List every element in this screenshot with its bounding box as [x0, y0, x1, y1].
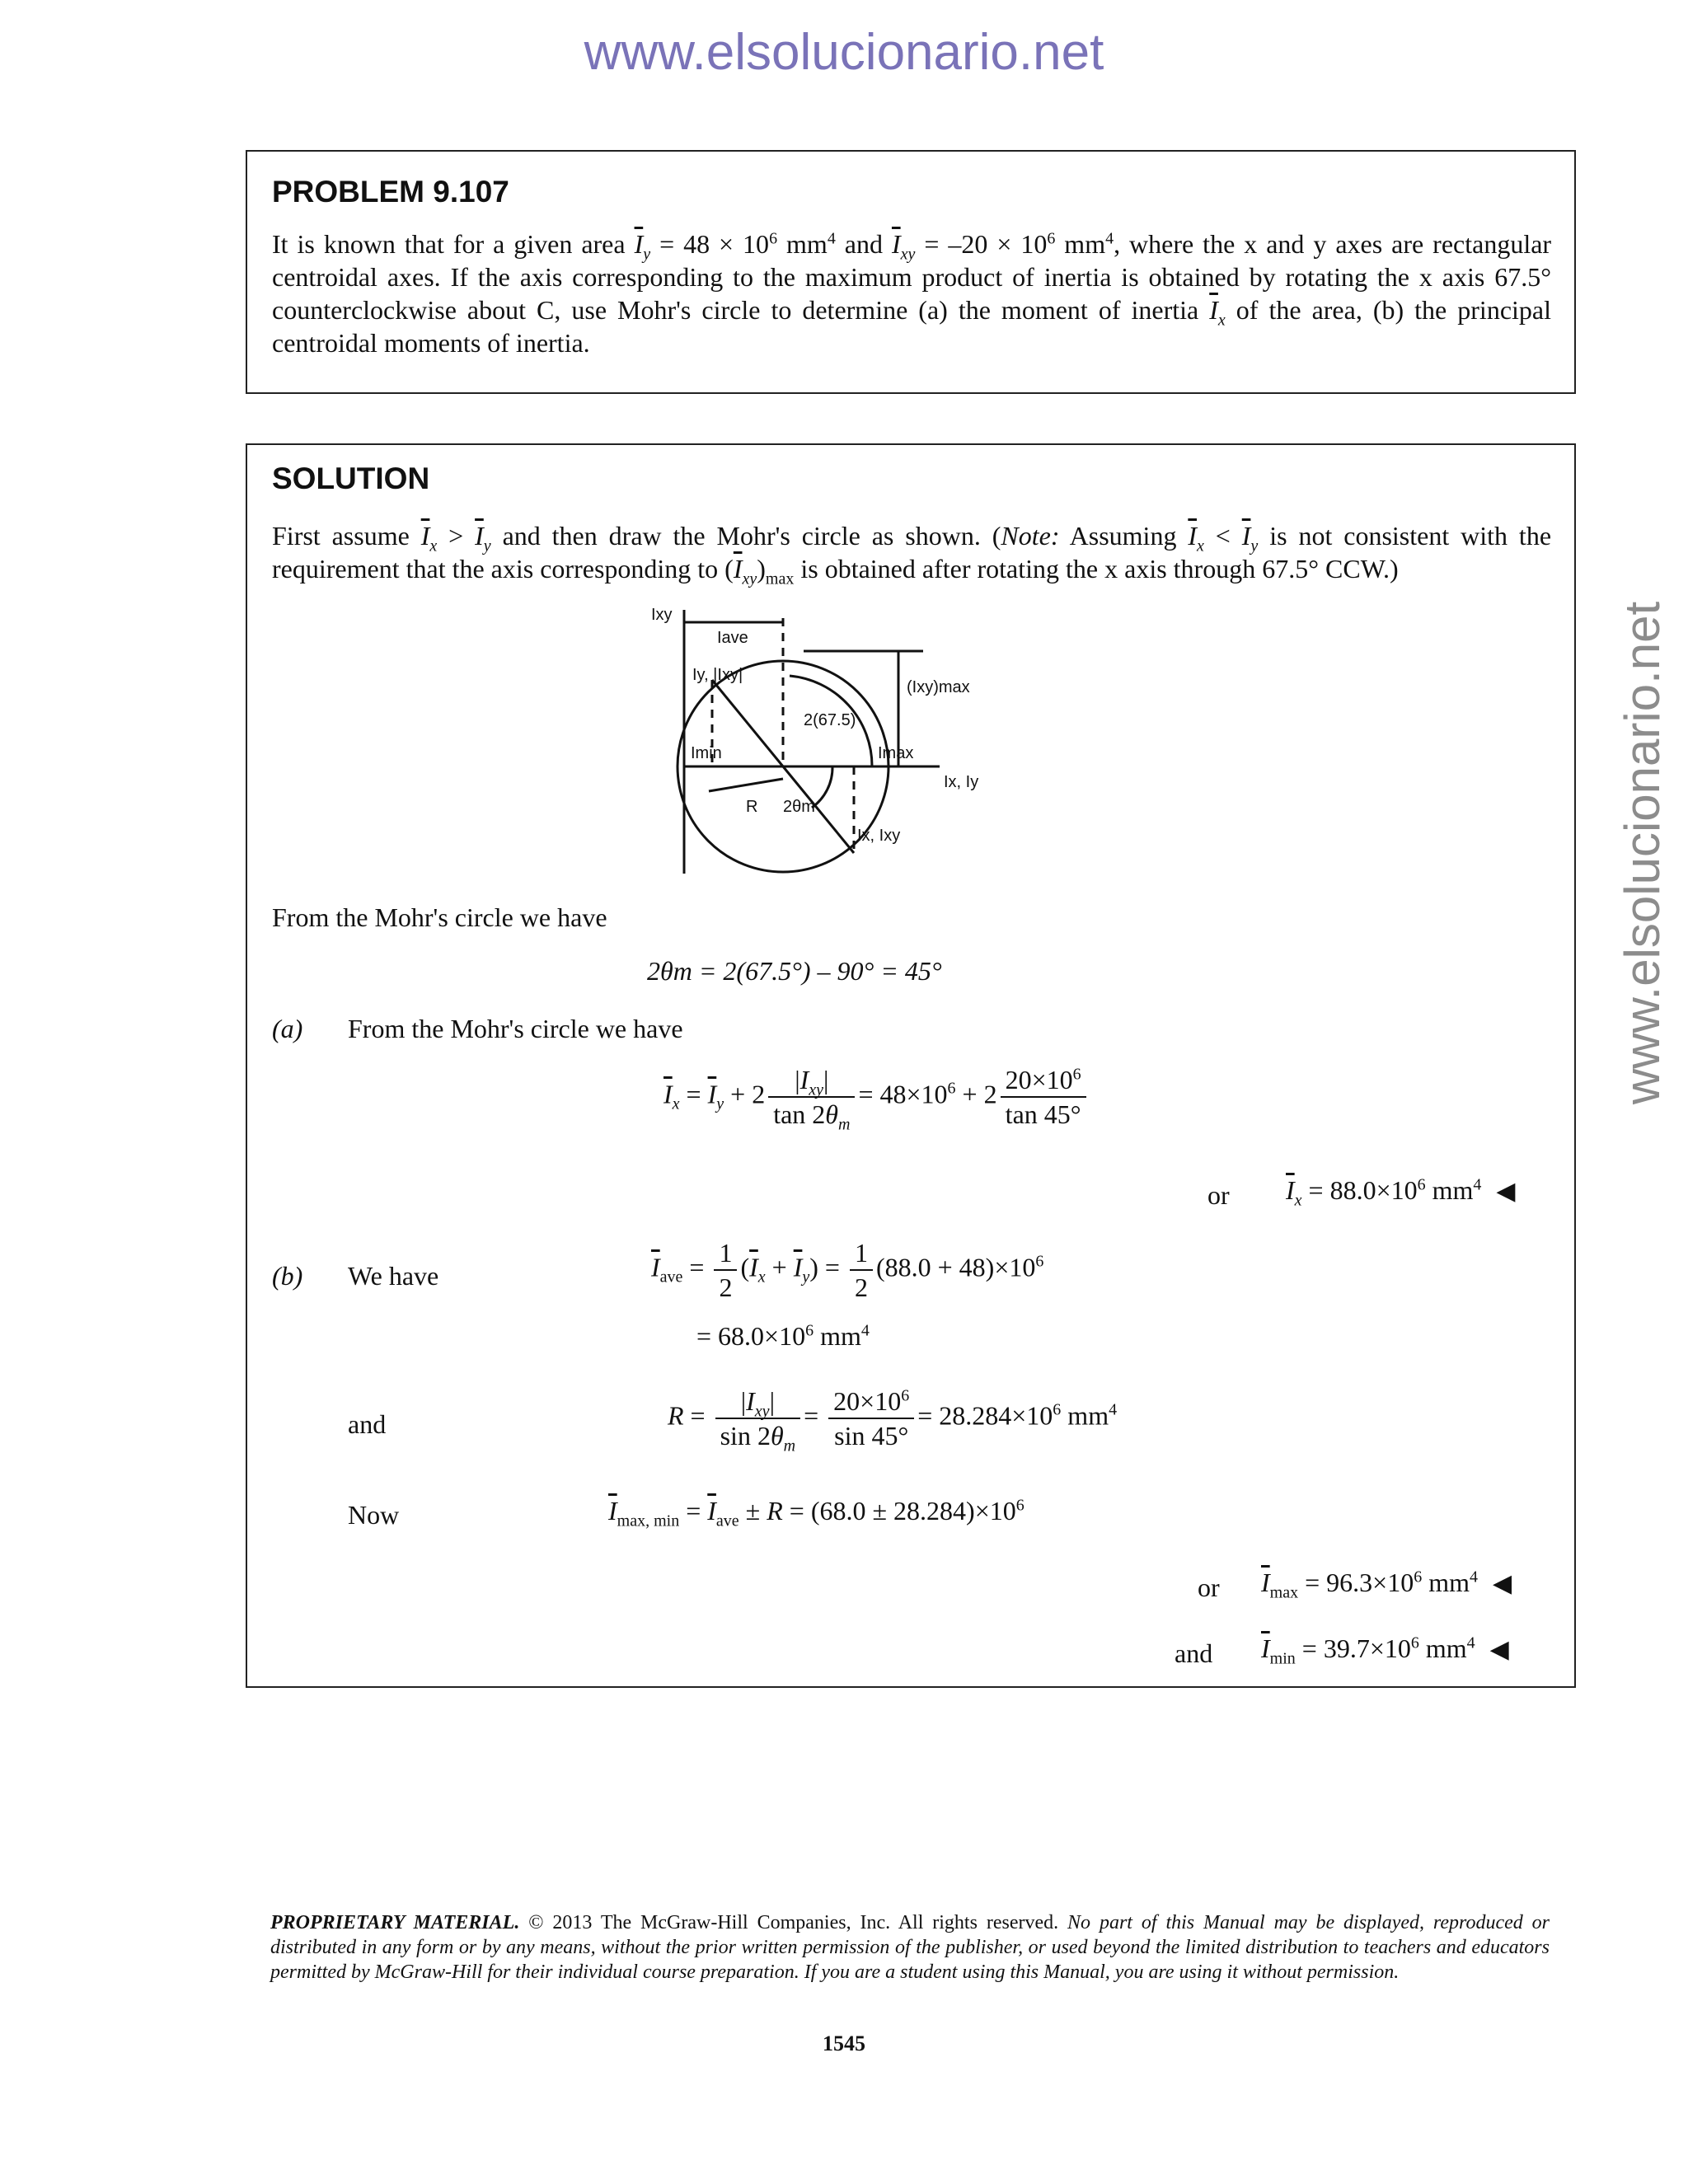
now-label: Now — [348, 1500, 400, 1530]
diagram-label-ix-iy: Ix, Iy — [944, 773, 979, 791]
problem-heading: PROBLEM 9.107 — [272, 175, 509, 209]
from-mohr-text: From the Mohr's circle we have — [272, 902, 607, 932]
watermark-top: www.elsolucionario.net — [584, 24, 1104, 81]
diagram-label-ixy-max: (Ixy)max — [907, 678, 970, 696]
diagram-label-iave: Iave — [717, 629, 748, 647]
equation-iave: $\overline{I}_{ave}$ = $\frac{1}{2}$ $(\overline{I}_x + \overline{I}_y)$ = $\frac{1}{2}$ $(88.0 + 48)\times 10^6$ — [651, 1238, 1044, 1302]
diagram-label-r: R — [746, 798, 758, 816]
footer-copyright: PROPRIETARY MATERIAL. © 2013 The McGraw-Hill Companies, Inc. All rights reserved. No part of this Manual may be displayed, reproduced or distributed in any form or by any means, without the prior written permission of the publisher, or used beyond the limited distribution to teachers and educators permitted by McGraw-Hill for their individual course preparation. If you are a student using this Manual, you are using it without permission. — [270, 1912, 1550, 1983]
equation-r: R = $\frac{|I_{xy}|}{\sin 2\theta_m}$ = $\frac{20\times 10^6}{\sin 45^\circ}$ = $28.284\times 10^6$ $mm^4$ — [668, 1386, 1118, 1455]
solution-heading: SOLUTION — [272, 462, 430, 495]
solution-intro: First assume $\overline{I}_x > \overline{I}_y$ and then draw the Mohr's circle as shown. (Note: Assuming $\overline{I}_x < \overline{I}_y$ is not consistent with the requirement that the axis corresponding to $(\overline{I}_{xy})_{max}$ is obtained after rotating the x axis through 67.5° CCW.) — [272, 521, 1552, 588]
equation-imax-imin: $\overline{I}_{max, min} = \overline{I}_{ave} \pm R = (68.0 \pm 28.284)\times 10^6$ — [608, 1496, 1025, 1530]
page-number: 1545 — [823, 2032, 865, 2055]
result-imax: $\overline{I}_{max} = 96.3\times 10^6$ $mm^4$ ◀ — [1261, 1568, 1512, 1602]
or-word-2: or — [1198, 1572, 1220, 1602]
result-ix: $\overline{I}_x = 88.0\times 10^6$ $mm^4$ ◀ — [1286, 1175, 1516, 1210]
equation-iave-result: = $68.0\times 10^6$ $mm^4$ — [696, 1321, 870, 1351]
part-b-label: (b) — [272, 1261, 303, 1291]
diagram-label-iy-ixy: Iy, |Ixy| — [692, 666, 743, 684]
problem-box — [246, 150, 1576, 394]
part-a-text: From the Mohr's circle we have — [348, 1014, 683, 1043]
equation-ix: $\overline{I}_x = \overline{I}_y + 2$ $\frac{|I_{xy}|}{\tan 2\theta_m}$ = $48\times 10^6 + 2$ $\frac{20\times 10^6}{\tan 45^\circ}$ — [663, 1063, 1090, 1131]
part-a-label: (a) — [272, 1014, 303, 1043]
solution-box — [246, 443, 1576, 1688]
result-imin: $\overline{I}_{min} = 39.7\times 10^6$ $mm^4$ ◀ — [1261, 1633, 1509, 1668]
and-word-2: and — [1175, 1638, 1213, 1668]
equation-2theta: 2θm = 2(67.5°) – 90° = 45° — [647, 956, 942, 986]
diagram-label-ix-ixy: Ix, Ixy — [857, 827, 901, 845]
problem-statement: It is known that for a given area $\overline{I}_y = 48 \times 10^6$ $mm^4$ and $\overline{I}_{xy} = -20 \times 10^6$ $mm^4$, where the x and y axes are rectangular centroidal axes. If the axis corresponding to the maximum product of inertia is obtained by rotating the x axis 67.5° counterclockwise about C, use Mohr's circle to determine (a) the moment of inertia $\overline{I}_x$ of the area, (b) the principal centroidal moments of inertia. — [272, 229, 1552, 358]
watermark-side: www.elsolucionario.net — [1615, 601, 1670, 1105]
diagram-label-angle: 2(67.5) — [804, 711, 856, 729]
part-b-text: We have — [348, 1261, 439, 1291]
and-label: and — [348, 1409, 387, 1439]
mohrs-circle-diagram — [651, 602, 1006, 874]
diagram-label-imax: Imax — [878, 744, 914, 762]
diagram-label-imin: Imin — [691, 744, 722, 762]
or-word-1: or — [1207, 1180, 1230, 1210]
diagram-label-ixy: Ixy — [651, 606, 673, 624]
diagram-label-2theta: 2θm — [783, 798, 815, 816]
